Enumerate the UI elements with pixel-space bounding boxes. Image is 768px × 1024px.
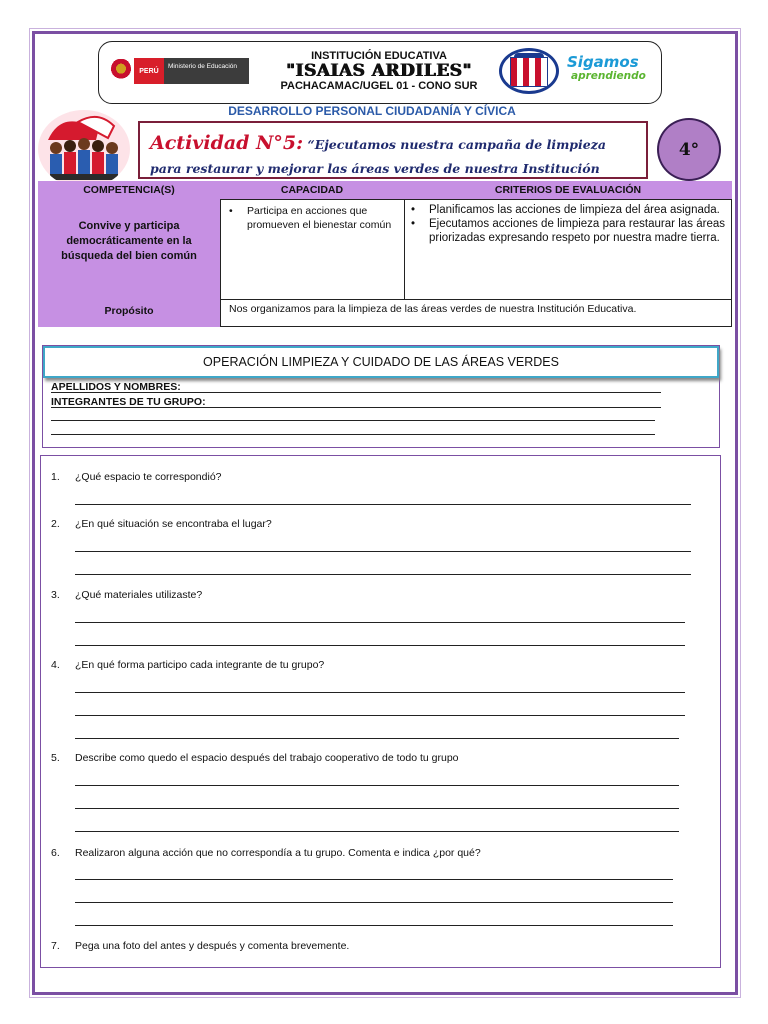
activity-label: Actividad N°5: xyxy=(150,132,304,154)
area-title: DESARROLLO PERSONAL CIUDADANÍA Y CÍVICA xyxy=(228,104,516,118)
question-number: 2. xyxy=(51,518,60,530)
bullet-icon: • xyxy=(229,205,233,217)
names-label: APELLIDOS Y NOMBRES: xyxy=(51,381,181,393)
criterios-cell xyxy=(404,199,732,300)
school-name: "ISAIAS ARDILES" xyxy=(286,61,472,81)
competency-table xyxy=(38,181,732,327)
capacidad-cell xyxy=(220,199,404,300)
capacidad-text: Participa en acciones que promueven el bienestar común xyxy=(247,205,392,231)
answer-line[interactable] xyxy=(75,622,685,623)
answer-line[interactable] xyxy=(75,715,685,716)
group-blank-line[interactable] xyxy=(51,420,655,421)
header-criterios: CRITERIOS DE EVALUACIÓN xyxy=(404,181,732,199)
question-text: ¿En qué forma participo cada integrante de tu grupo? xyxy=(75,659,325,671)
location-label: PACHACAMAC/UGEL 01 - CONO SUR xyxy=(280,80,478,92)
proposito-label: Propósito xyxy=(38,300,220,327)
ministry-logo xyxy=(111,57,249,85)
answer-line[interactable] xyxy=(75,551,691,552)
sigamos-aprendiendo-logo xyxy=(567,54,655,88)
competencia-cell: Convive y participa democráticamente en la búsqueda del bien común xyxy=(38,199,220,300)
question-text: Realizaron alguna acción que no correspondía a tu grupo. Comenta e indica ¿por qué? xyxy=(75,847,481,859)
question-text: ¿En qué situación se encontraba el lugar? xyxy=(75,518,272,530)
criterio-text: Planificamos las acciones de limpieza del área asignada. xyxy=(429,204,720,216)
question-number: 1. xyxy=(51,471,60,483)
answer-line[interactable] xyxy=(75,902,673,903)
question-number: 7. xyxy=(51,940,60,952)
school-crest-icon xyxy=(499,48,559,94)
names-field[interactable] xyxy=(51,381,661,393)
bullet-icon: • xyxy=(411,204,416,216)
students-illustration xyxy=(38,110,130,188)
bullet-icon: • xyxy=(411,218,416,230)
sigamos-label: Sigamos xyxy=(567,53,639,71)
activity-box xyxy=(138,121,648,179)
answer-line[interactable] xyxy=(75,831,679,832)
answer-line[interactable] xyxy=(75,574,691,575)
peru-label: PERÚ xyxy=(134,58,164,84)
activity-description: “Ejecutamos nuestra campaña de limpieza para restaurar y mejorar las áreas verdes de nuestra Institución xyxy=(150,137,606,176)
answer-line[interactable] xyxy=(75,692,685,693)
group-label: INTEGRANTES DE TU GRUPO: xyxy=(51,396,206,408)
question-number: 4. xyxy=(51,659,60,671)
question-text: ¿Qué espacio te correspondió? xyxy=(75,471,222,483)
answer-line[interactable] xyxy=(75,738,679,739)
question-text: ¿Qué materiales utilizaste? xyxy=(75,589,203,601)
question-item xyxy=(51,471,222,483)
answer-line[interactable] xyxy=(75,808,679,809)
criterio-text: Ejecutamos acciones de limpieza para restaurar las áreas priorizadas expresando respeto por nuestra madre tierra. xyxy=(429,218,725,244)
aprendiendo-label: aprendiendo xyxy=(571,70,646,82)
question-number: 3. xyxy=(51,589,60,601)
question-item xyxy=(51,940,349,952)
question-number: 6. xyxy=(51,847,60,859)
criterio-item xyxy=(411,203,725,217)
proposito-text: Nos organizamos para la limpieza de las áreas verdes de nuestra Institución Educativa. xyxy=(220,300,732,327)
question-text: Pega una foto del antes y después y comenta brevemente. xyxy=(75,940,350,952)
question-item xyxy=(51,589,202,601)
question-item xyxy=(51,518,272,530)
question-item xyxy=(51,659,324,671)
ministry-label: Ministerio de Educación xyxy=(164,58,249,84)
header-competencia: COMPETENCIA(S) xyxy=(38,181,220,199)
question-text: Describe como quedo el espacio después del trabajo cooperativo de todo tu grupo xyxy=(75,752,459,764)
question-item xyxy=(51,847,481,859)
header-box xyxy=(98,41,662,104)
capacidad-item xyxy=(229,204,396,232)
question-number: 5. xyxy=(51,752,60,764)
operation-section xyxy=(42,345,720,448)
answer-line[interactable] xyxy=(75,785,679,786)
peru-shield-icon xyxy=(111,59,131,83)
answer-line[interactable] xyxy=(75,645,685,646)
school-block xyxy=(259,50,499,92)
operation-title: OPERACIÓN LIMPIEZA Y CUIDADO DE LAS ÁREAS VERDES xyxy=(43,346,719,378)
institution-label: INSTITUCIÓN EDUCATIVA xyxy=(311,50,447,62)
answer-line[interactable] xyxy=(75,504,691,505)
header-capacidad: CAPACIDAD xyxy=(220,181,404,199)
group-blank-line[interactable] xyxy=(51,434,655,435)
questions-box xyxy=(40,455,721,968)
grade-badge: 4° xyxy=(657,118,721,181)
question-item xyxy=(51,752,459,764)
answer-line[interactable] xyxy=(75,925,673,926)
criterio-item xyxy=(411,217,725,245)
answer-line[interactable] xyxy=(75,879,673,880)
group-field[interactable] xyxy=(51,396,661,408)
